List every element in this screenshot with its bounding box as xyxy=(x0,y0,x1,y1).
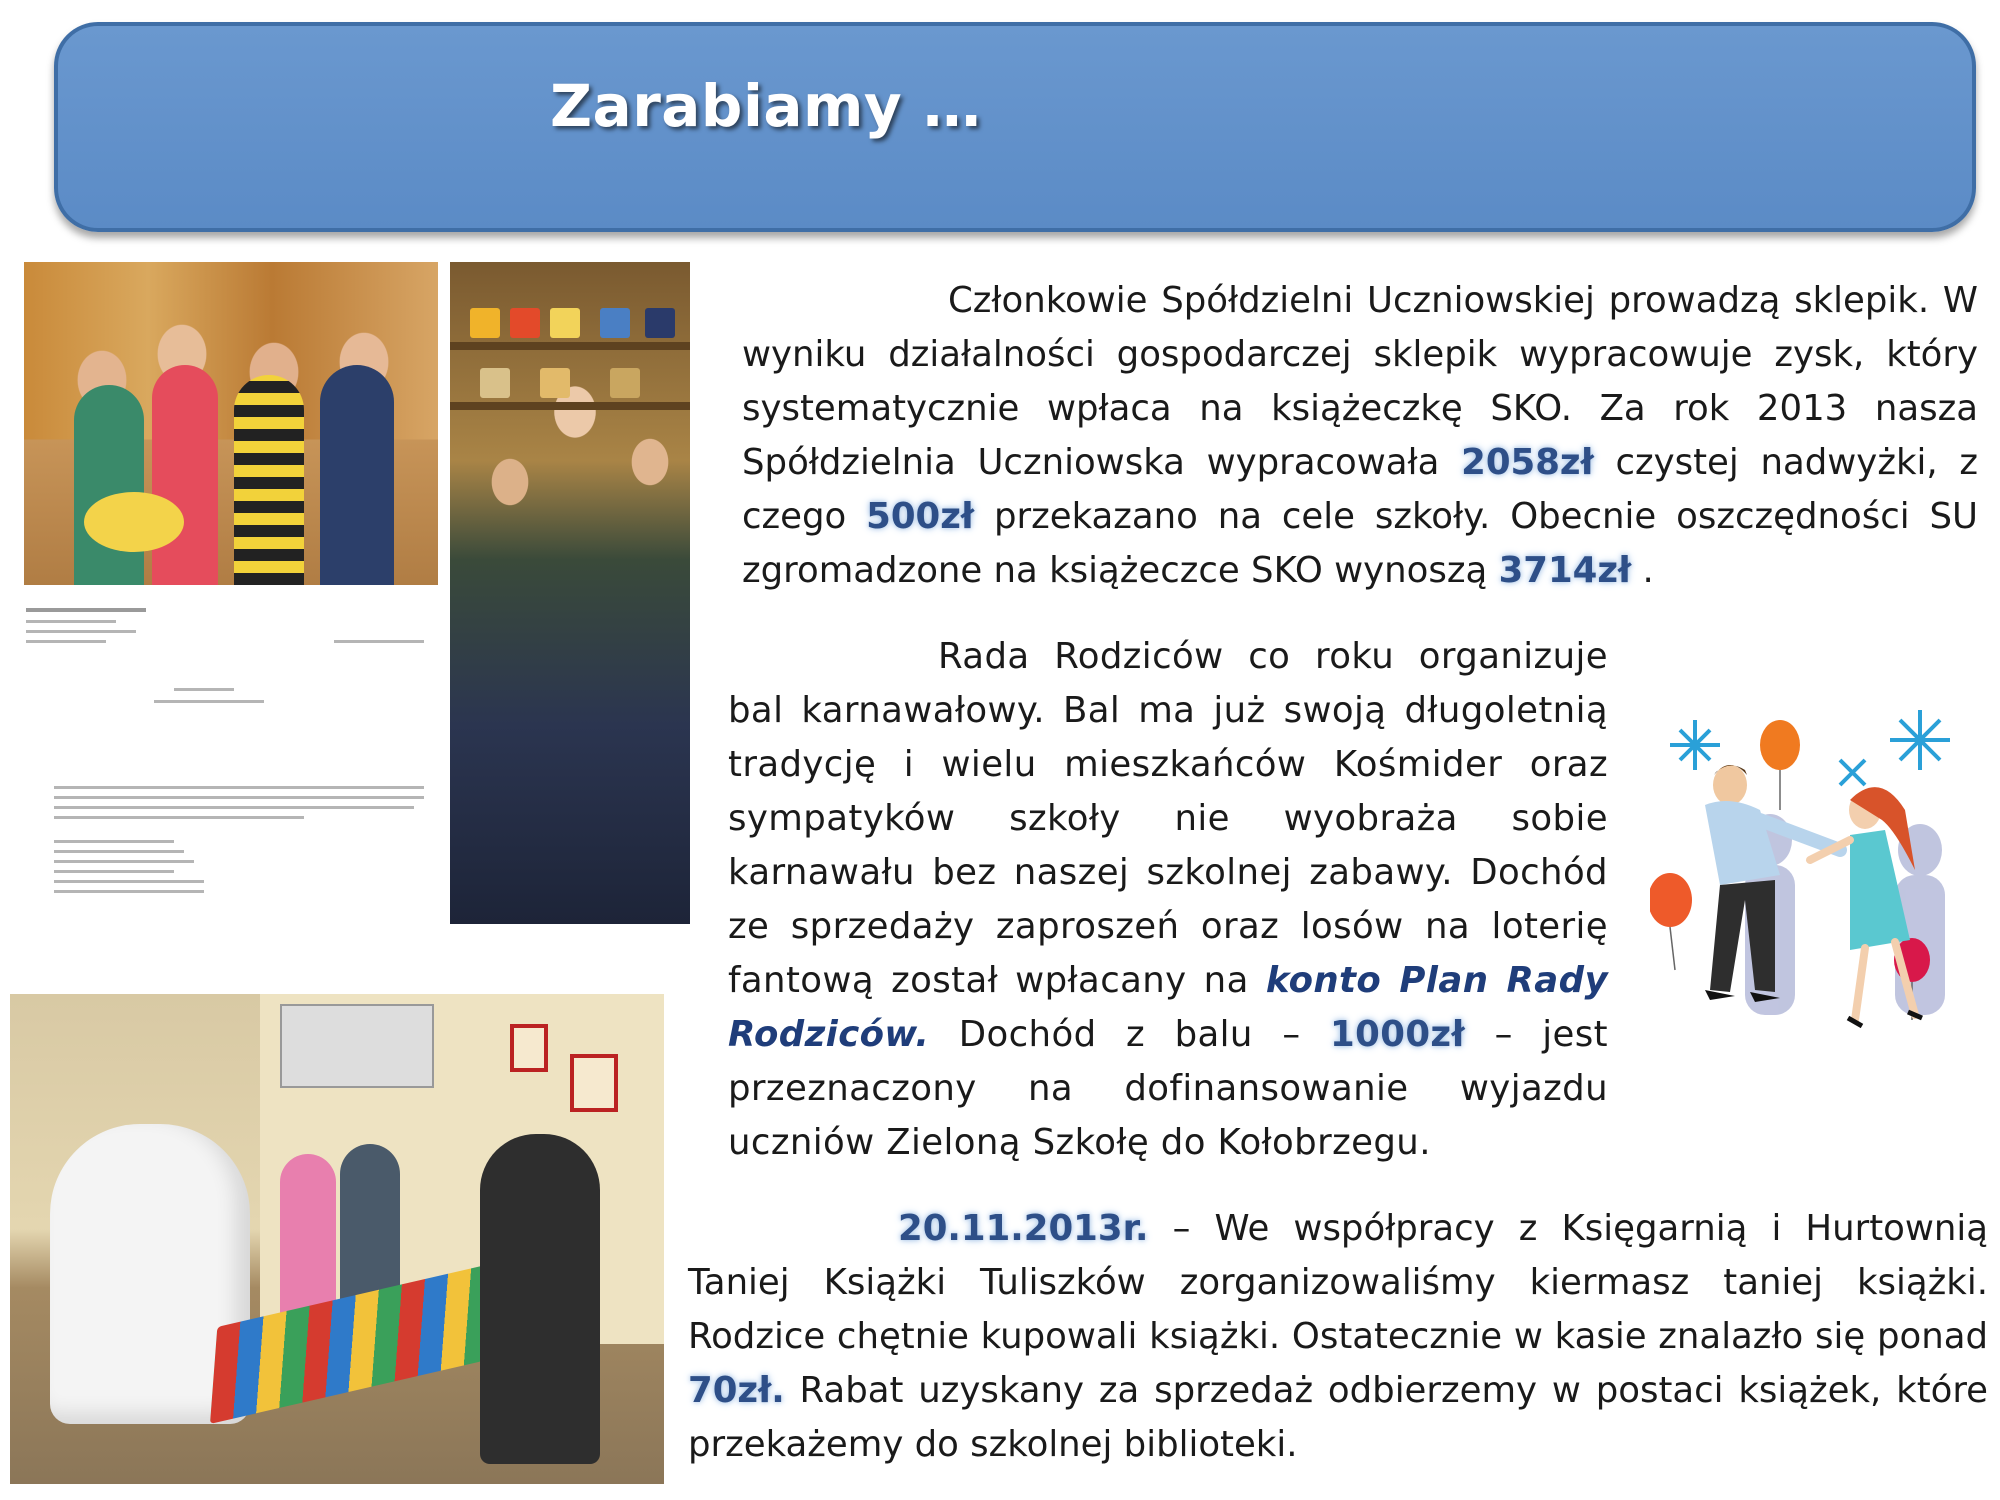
shop-donation-amount: 500zł xyxy=(866,496,975,537)
protocol-document-scan xyxy=(24,600,438,920)
book-fair-photo xyxy=(10,994,664,1484)
ball-income-amount: 1000zł xyxy=(1330,1014,1466,1055)
book-fair-amount: 70zł. xyxy=(688,1370,785,1411)
shop-text-c: przekazano na cele szkoły. Obecnie oszczędności SU zgromadzone na książeczce SKO wynoszą xyxy=(742,496,1979,591)
book-fair-paragraph xyxy=(688,1202,1988,1472)
shop-text-d: . xyxy=(1631,550,1654,591)
store-shelves-photo xyxy=(450,262,690,924)
shop-surplus-amount: 2058zł xyxy=(1461,442,1594,483)
fair-text-b: Rabat uzyskany za sprzedaż odbierzemy w postaci książek, które przekażemy do szkolnej biblioteki. xyxy=(688,1370,1988,1465)
dancing-couple-clipart xyxy=(1650,700,1980,1110)
ball-text-a: Rada Rodziców co roku organizuje bal karnawałowy. Bal ma już swoją długoletnią tradycję i wielu mieszkańców Kośmider oraz sympatyków szkoły nie wyobraża sobie karnawału bez naszej szkolnej zabawy. Dochód ze sprzedaży zaproszeń oraz losów na loterię fantową został wpłacany na xyxy=(728,636,1608,1001)
title-banner xyxy=(54,22,1976,232)
shop-savings-amount: 3714zł xyxy=(1498,550,1632,591)
shop-text-a: Członkowie Spółdzielni Uczniowskiej prowadzą sklepik. W wyniku działalności gospodarczej sklepik wypracowuje zysk, który systematycznie wpłaca na książeczkę SKO. Za rok 2013 nasza Spółdzielnia Uczniowska wypracowała xyxy=(742,280,1978,483)
book-fair-date: 20.11.2013r. xyxy=(898,1208,1149,1249)
ball-text-c: – jest przeznaczony na dofinansowanie wyjazdu uczniów Zieloną Szkołę do Kołobrzegu. xyxy=(728,1014,1608,1163)
page-title: Zarabiamy … xyxy=(550,72,982,140)
shop-text-b: czystej nadwyżki, z czego xyxy=(742,442,1979,537)
parents-council-account: konto Plan Rady Rodziców. xyxy=(728,960,1608,1055)
fair-text-a: – We współpracy z Księgarnią i Hurtownią Taniej Książki Tuliszków zorganizowaliśmy kiermasz taniej książki. Rodzice chętnie kupowali książki. Ostatecznie w kasie znalazło się ponad xyxy=(688,1208,1988,1357)
school-shop-paragraph xyxy=(742,274,1978,598)
school-shop-photo xyxy=(24,262,438,585)
ball-text-b: Dochód z balu – xyxy=(929,1014,1331,1055)
carnival-ball-paragraph xyxy=(728,630,1608,1170)
